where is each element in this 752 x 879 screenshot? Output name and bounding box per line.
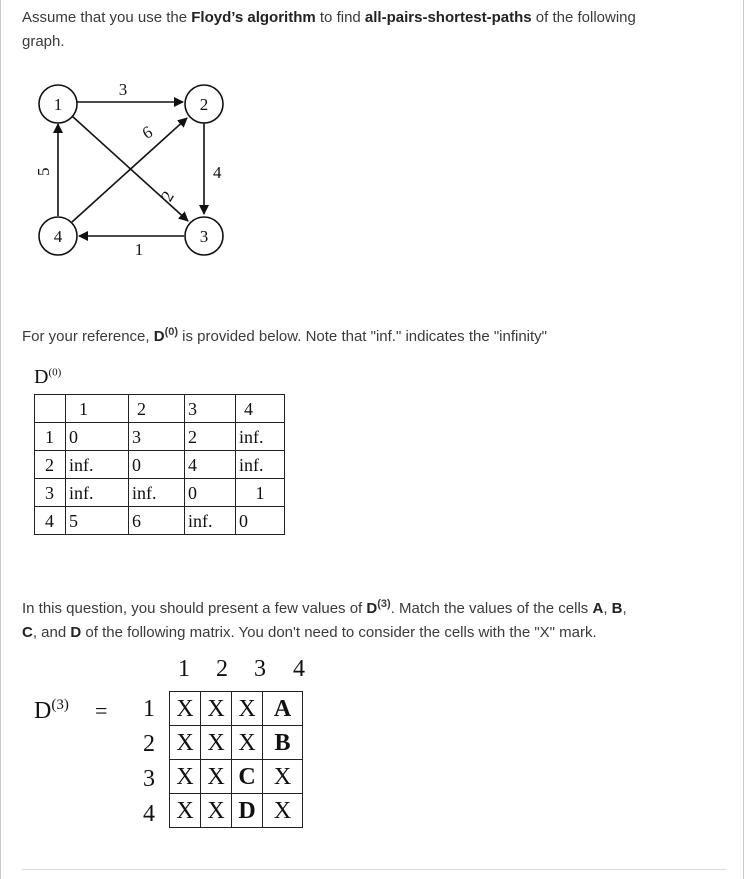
bottom-divider: [22, 869, 726, 870]
reference-paragraph: [22, 320, 547, 349]
weight-2-3: 4: [213, 163, 222, 182]
intro-bold-apsp: all-pairs-shortest-paths: [364, 9, 532, 26]
question-and: , and: [32, 624, 71, 641]
question-cell-b: B: [611, 600, 623, 617]
d3-col-header: 3: [254, 656, 266, 682]
intro-text-4: graph.: [22, 33, 65, 50]
question-cell-a: A: [592, 600, 604, 617]
svg-text:1: 1: [53, 95, 63, 114]
intro-paragraph: [22, 6, 636, 54]
d0-cell: inf.: [236, 451, 285, 479]
d3-cell: X: [201, 726, 232, 760]
d0-cell: 1: [236, 479, 285, 507]
question-text-3: of the following matrix. You don't need to consider the cells with the "X" mark.: [81, 624, 597, 641]
d3-label-letter: D: [34, 698, 52, 724]
svg-text:3: 3: [199, 227, 209, 246]
d3-cell-b: B: [263, 726, 303, 760]
question-text-1: In this question, you should present a few values of: [22, 600, 367, 617]
d3-equals: =: [95, 698, 108, 723]
d0-cell: 0: [236, 507, 285, 535]
d0-cell: inf.: [66, 479, 129, 507]
d3-cell: X: [170, 692, 201, 726]
d3-cell-c: C: [232, 760, 263, 794]
d0-cell: inf.: [185, 507, 236, 535]
weight-1-2: 3: [118, 80, 128, 99]
d0-row-header: 4: [35, 507, 66, 535]
d3-cell: X: [170, 794, 201, 828]
question-comma-2: ,: [622, 600, 627, 617]
d3-row-header: 4: [143, 801, 155, 827]
d0-label: [34, 366, 61, 389]
question-comma-1: ,: [603, 600, 612, 617]
d0-cell: 3: [129, 423, 185, 451]
d0-header-cell: 2: [129, 395, 185, 423]
d3-cell-a: A: [263, 692, 303, 726]
reference-text-2: is provided below. Note that "inf." indicates the "infinity": [178, 328, 548, 345]
intro-text-3: of the following: [531, 9, 636, 26]
node-3: [185, 217, 223, 255]
reference-d0-label: D: [153, 328, 165, 345]
d3-cell-d: D: [232, 794, 263, 828]
intro-text-1: Assume that you use the: [22, 9, 192, 26]
table-row: [35, 423, 285, 451]
d3-cell: X: [232, 726, 263, 760]
d3-cell: X: [201, 760, 232, 794]
d3-row-header: 3: [143, 766, 155, 792]
d0-label-sup: (0): [48, 366, 62, 379]
d0-cell: 2: [185, 423, 236, 451]
edge-4-2: [72, 118, 187, 222]
weight-4-2: 6: [138, 122, 156, 143]
d0-header-cell: 1: [66, 395, 129, 423]
d0-cell: 0: [185, 479, 236, 507]
table-row: [35, 507, 285, 535]
table-row: [170, 794, 303, 828]
table-row: [170, 760, 303, 794]
d0-cell: 6: [129, 507, 185, 535]
d0-header-cell: [35, 395, 66, 423]
svg-text:2: 2: [199, 95, 209, 114]
d0-cell: inf.: [129, 479, 185, 507]
node-2: [185, 85, 223, 123]
d3-label-sup: (3): [51, 697, 69, 713]
table-row: [170, 692, 303, 726]
d3-cell: X: [170, 760, 201, 794]
node-4: [39, 217, 77, 255]
d3-col-header: 1: [178, 656, 190, 682]
d3-cell: X: [201, 692, 232, 726]
table-row: [170, 726, 303, 760]
d0-cell: 5: [66, 507, 129, 535]
d0-label-letter: D: [34, 366, 49, 388]
d3-matrix: [169, 691, 303, 828]
d0-cell: inf.: [236, 423, 285, 451]
node-1: [39, 85, 77, 123]
d3-row-header: 2: [143, 731, 155, 757]
table-row: [35, 451, 285, 479]
d0-cell: 0: [129, 451, 185, 479]
intro-bold-floyd: Floyd’s algorithm: [191, 9, 316, 26]
question-cell-d: D: [70, 624, 82, 641]
d0-cell: inf.: [66, 451, 129, 479]
d3-cell: X: [263, 760, 303, 794]
d0-row-header: 2: [35, 451, 66, 479]
d3-cell: X: [170, 726, 201, 760]
reference-text-1: For your reference,: [22, 328, 154, 345]
d0-header-cell: 4: [236, 395, 285, 423]
table-row: [35, 479, 285, 507]
d0-cell: 4: [185, 451, 236, 479]
d3-col-header: 2: [216, 656, 228, 682]
d3-row-header: 1: [143, 696, 155, 722]
question-d3-sup: (3): [377, 598, 391, 610]
graph-figure: [21, 72, 251, 267]
weight-1-3: 2: [157, 187, 178, 205]
table-row: [35, 395, 285, 423]
d0-row-header: 3: [35, 479, 66, 507]
weight-4-1: 5: [34, 167, 53, 176]
d0-cell: 0: [66, 423, 129, 451]
d3-cell: X: [201, 794, 232, 828]
question-text-2: . Match the values of the cells: [390, 600, 593, 617]
question-paragraph: [22, 592, 702, 645]
svg-text:4: 4: [53, 227, 63, 246]
d3-label: [34, 697, 69, 725]
question-cell-c: C: [22, 624, 33, 641]
d0-matrix: [34, 394, 285, 535]
d0-row-header: 1: [35, 423, 66, 451]
d3-cell: X: [263, 794, 303, 828]
d3-col-header: 4: [293, 656, 305, 682]
d3-cell: X: [232, 692, 263, 726]
intro-text-2: to find: [315, 9, 365, 26]
weight-3-4: 1: [134, 240, 144, 259]
d0-header-cell: 3: [185, 395, 236, 423]
question-d3-label: D: [366, 600, 378, 617]
reference-d0-sup: (0): [164, 326, 179, 338]
